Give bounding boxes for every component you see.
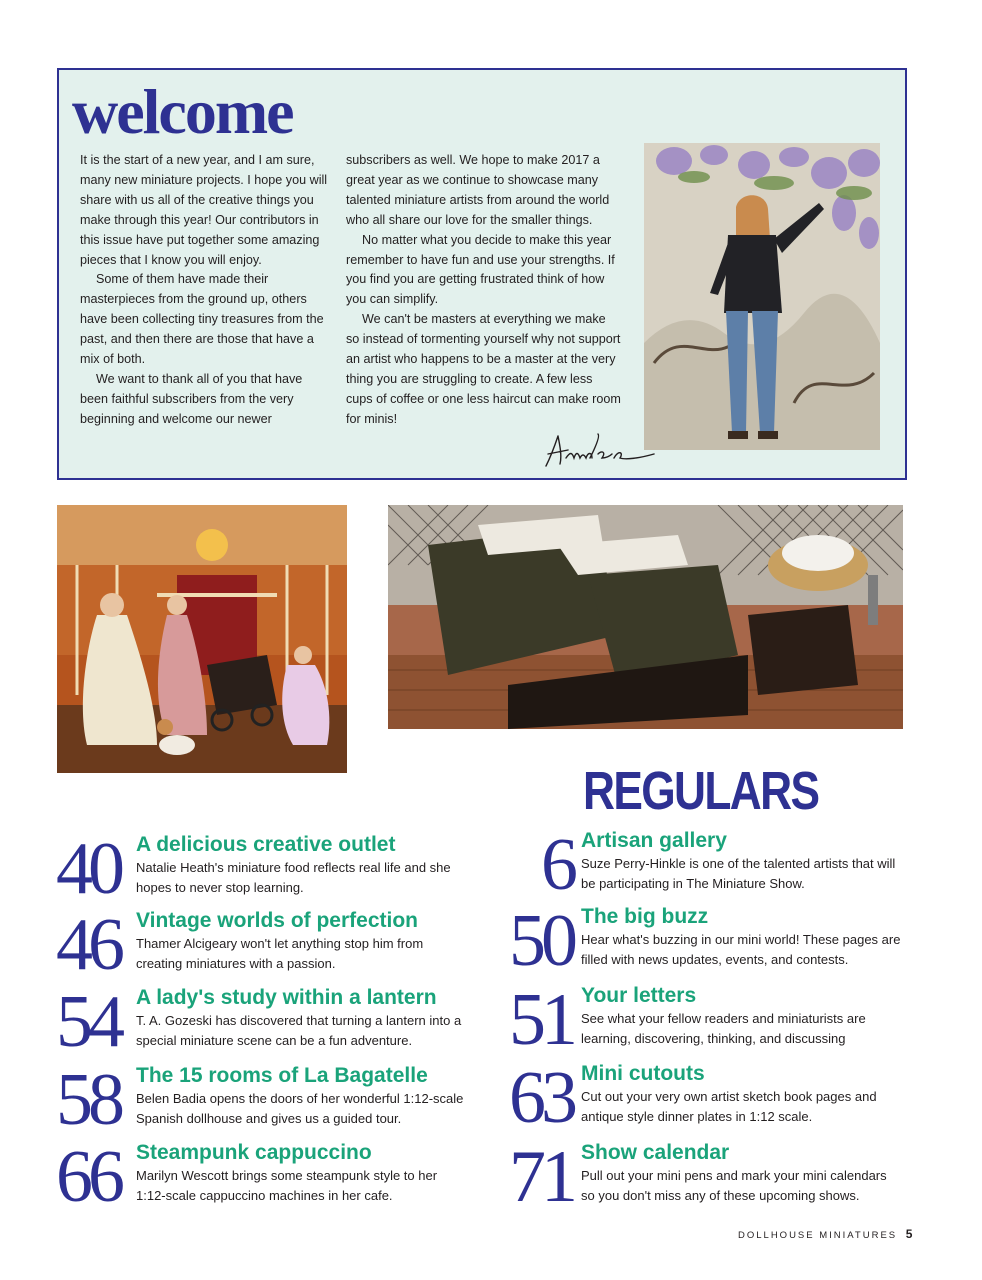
regular-entry[interactable] <box>503 979 913 1061</box>
article-title: Steampunk cappuccino <box>136 1141 372 1164</box>
article-description: Belen Badia opens the doors of her wonderful 1:12-scale Spanish dollhouse and gives us a guided tour. <box>136 1091 464 1126</box>
welcome-heading: welcome <box>72 76 293 147</box>
editor-signature <box>540 428 658 472</box>
article-title: Your letters <box>581 984 697 1007</box>
beds-photo <box>388 505 903 729</box>
article-title: A lady's study within a lantern <box>136 986 437 1009</box>
magazine-name: DOLLHOUSE MINIATURES <box>738 1230 898 1241</box>
editor-photo <box>644 143 880 450</box>
folio-page-number: 5 <box>905 1227 913 1241</box>
article-title: Vintage worlds of perfection <box>136 909 418 932</box>
article-description: Pull out your mini pens and mark your mini calendars so you don't miss any of these upcoming shows. <box>581 1168 887 1203</box>
regulars-heading: REGULARS <box>583 761 819 821</box>
welcome-paragraph: We can't be masters at everything we make so instead of tormenting yourself why not support an artist who happens to be a master at the very thing you are struggling to create. A few less cups of coffee or one less haircut can make room for minis! <box>346 312 621 426</box>
page-number: 54 <box>56 981 120 1063</box>
page-number: 58 <box>56 1059 120 1141</box>
page-number: 51 <box>509 979 573 1061</box>
article-description: See what your fellow readers and miniaturists are learning, discovering, thinking, and discussing <box>581 1011 866 1046</box>
welcome-column-2 <box>346 151 621 430</box>
article-title: The 15 rooms of La Bagatelle <box>136 1064 428 1087</box>
article-description: T. A. Gozeski has discovered that turning a lantern into a special miniature scene can be a fun adventure. <box>136 1013 462 1048</box>
feature-entry[interactable] <box>56 1059 476 1141</box>
article-title: A delicious creative outlet <box>136 833 396 856</box>
page-number: 63 <box>509 1057 573 1139</box>
feature-entry[interactable] <box>56 981 476 1063</box>
article-description: Hear what's buzzing in our mini world! These pages are filled with news updates, events, and contests. <box>581 932 901 967</box>
regular-entry[interactable] <box>503 824 913 906</box>
feature-entry[interactable] <box>56 828 476 910</box>
welcome-paragraph: Some of them have made their masterpieces from the ground up, others have been collecting tiny treasures from the past, and then there are those that have a mix of both. <box>80 272 324 367</box>
article-title: Artisan gallery <box>581 829 727 852</box>
page-number: 6 <box>541 824 573 906</box>
welcome-paragraph: No matter what you decide to make this year remember to have fun and use your strengths. If you find you are getting frustrated think of how you can simplify. <box>346 232 615 307</box>
page-number: 71 <box>509 1136 573 1218</box>
article-description: Suze Perry-Hinkle is one of the talented artists that will be participating in The Miniature Show. <box>581 856 896 891</box>
regular-entry[interactable] <box>503 1136 913 1218</box>
welcome-column-1 <box>80 151 330 430</box>
page-number: 50 <box>509 900 573 982</box>
article-title: Show calendar <box>581 1141 730 1164</box>
page-number: 40 <box>56 828 120 910</box>
article-description: Natalie Heath's miniature food reflects real life and she hopes to never stop learning. <box>136 860 451 895</box>
dollhouse-photo <box>57 505 347 773</box>
article-description: Cut out your very own artist sketch book pages and antique style dinner plates in 1:12 scale. <box>581 1089 877 1124</box>
article-title: The big buzz <box>581 905 709 928</box>
feature-entry[interactable] <box>56 1136 476 1218</box>
page-number: 66 <box>56 1136 120 1218</box>
welcome-paragraph: subscribers as well. We hope to make 2017 a great year as we continue to showcase many talented miniature artists from around the world who all share our love for the smaller things. <box>346 153 610 227</box>
article-description: Thamer Alcigeary won't let anything stop him from creating miniatures with a passion. <box>136 936 424 971</box>
welcome-paragraph: We want to thank all of you that have been faithful subscribers from the very beginning and welcome our newer <box>80 371 303 426</box>
page-footer <box>738 1227 912 1241</box>
welcome-paragraph: It is the start of a new year, and I am sure, many new miniature projects. I hope you will share with us all of the creative things you make through this year! Our contributors in this issue have put together some amazing pieces that I know you will enjoy. <box>80 153 328 267</box>
regular-entry[interactable] <box>503 1057 913 1139</box>
article-title: Mini cutouts <box>581 1062 705 1085</box>
article-description: Marilyn Wescott brings some steampunk style to her 1:12-scale cappuccino machines in her cafe. <box>136 1168 438 1203</box>
page-number: 46 <box>56 904 120 986</box>
regular-entry[interactable] <box>503 900 913 982</box>
feature-entry[interactable] <box>56 904 476 986</box>
